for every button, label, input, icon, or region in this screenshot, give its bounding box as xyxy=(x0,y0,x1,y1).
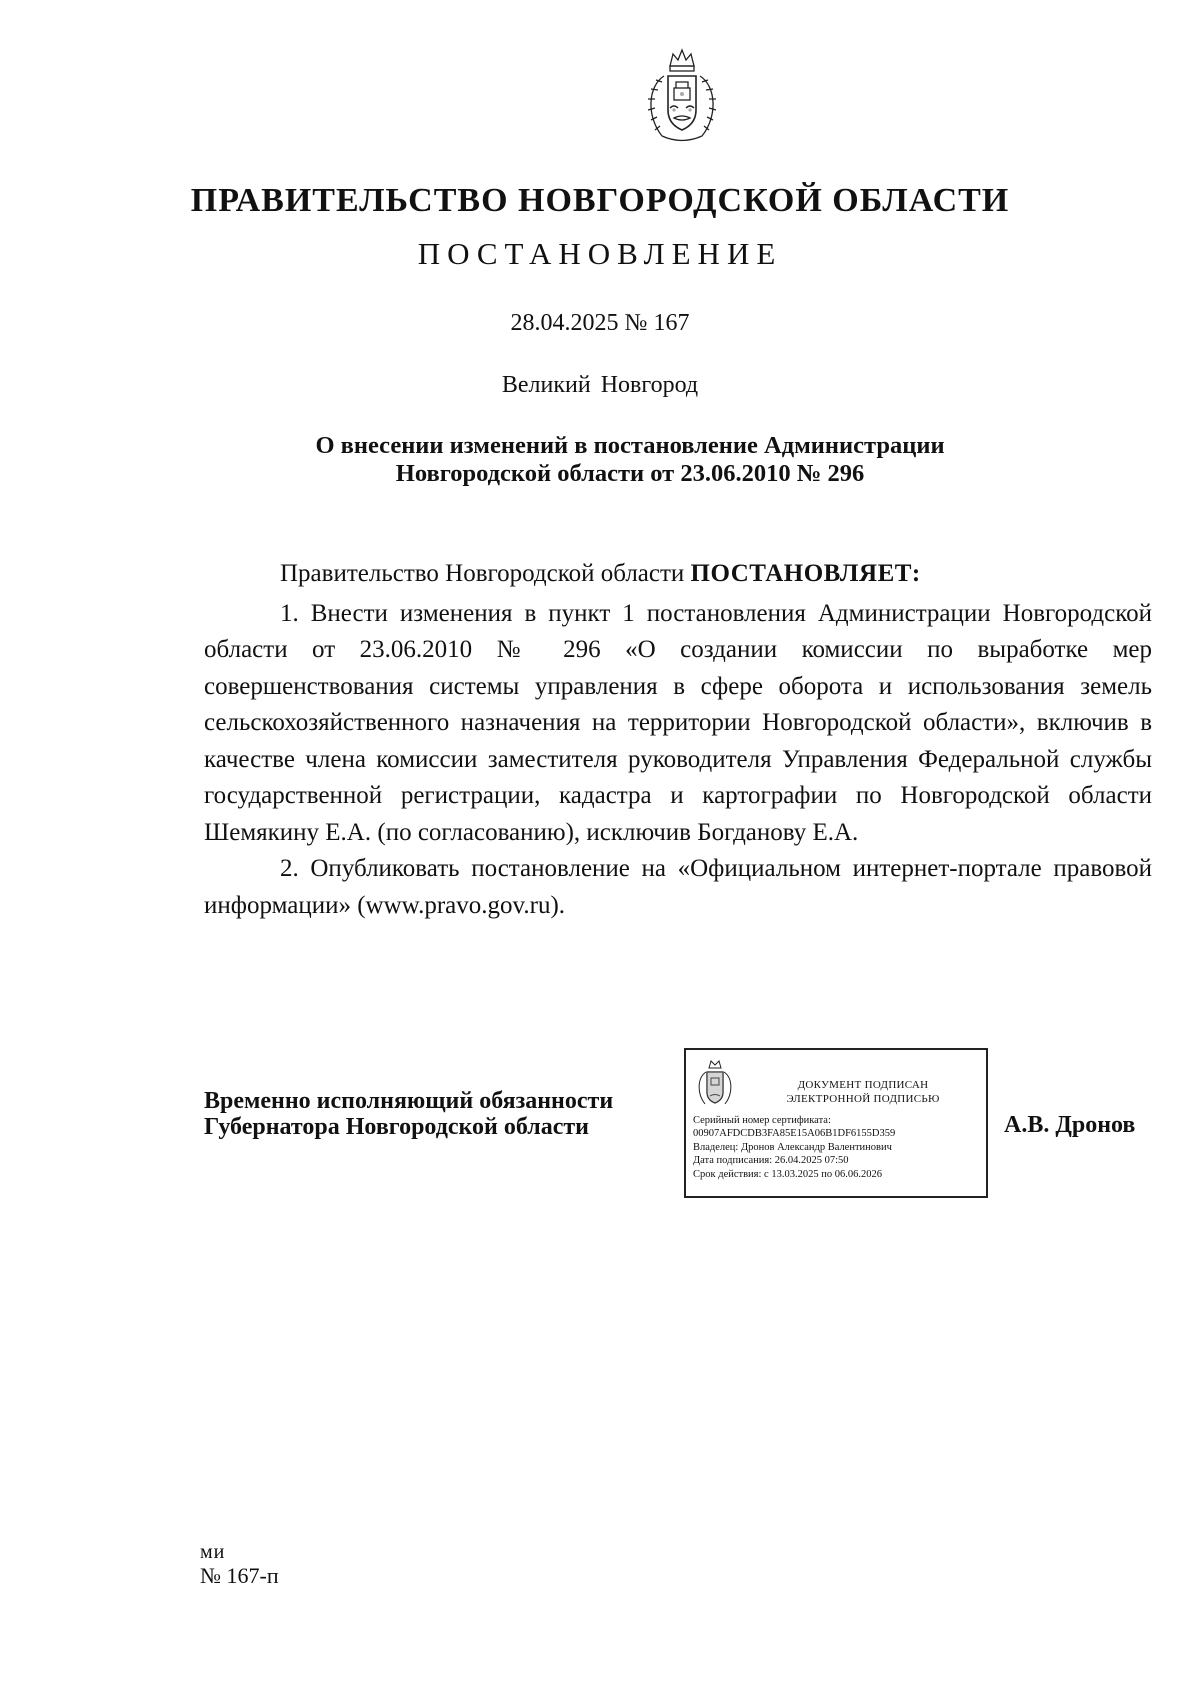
signatory-name: А.В. Дронов xyxy=(1004,1112,1136,1138)
subject-line-2: Новгородской области от 23.06.2010 № 296 xyxy=(395,460,865,487)
signatory-position xyxy=(204,1088,684,1140)
document-subject xyxy=(200,432,1060,488)
document-footer xyxy=(200,1540,279,1588)
signatory-position-line-1: Временно исполняющий обязанности xyxy=(204,1088,614,1114)
stamp-cert-number: 00907AFDCDB3FA85E15A06B1DF6155D359 xyxy=(693,1128,896,1140)
document-type: ПОСТАНОВЛЕНИЕ xyxy=(417,236,783,271)
electronic-signature-stamp xyxy=(684,1048,988,1198)
clause-2: 2. Опубликовать постановление на «Официальном интернет-портале правовой информации» (www.pravo.gov.ru). xyxy=(204,855,1152,919)
coat-of-arms-icon xyxy=(640,46,724,146)
document-body xyxy=(204,556,1152,924)
executor-initials: ми xyxy=(200,1541,226,1563)
stamp-heading-line-2: ЭЛЕКТРОННОЙ ПОДПИСЬЮ xyxy=(786,1093,940,1105)
preamble-decree-word: ПОСТАНОВЛЯЕТ: xyxy=(690,560,921,587)
stamp-validity: Срок действия: с 13.03.2025 по 06.06.2026 xyxy=(693,1168,882,1180)
stamp-heading xyxy=(746,1078,980,1106)
stamp-owner: Владелец: Дронов Александр Валентинович xyxy=(693,1141,892,1153)
document-date-number: 28.04.2025 № 167 xyxy=(510,310,690,336)
stamp-heading-line-1: ДОКУМЕНТ ПОДПИСАН xyxy=(797,1079,929,1091)
stamp-sign-date: Дата подписания: 26.04.2025 07:50 xyxy=(693,1155,849,1167)
preamble xyxy=(204,556,1152,593)
stamp-coat-of-arms-icon xyxy=(694,1058,736,1110)
document-place: Великий Новгород xyxy=(501,372,699,398)
signatory-position-line-2: Губернатора Новгородской области xyxy=(204,1114,590,1140)
stamp-details xyxy=(693,1114,985,1181)
government-title: ПРАВИТЕЛЬСТВО НОВГОРОДСКОЙ ОБЛАСТИ xyxy=(190,182,1010,219)
preamble-text: Правительство Новгородской области xyxy=(280,560,691,587)
registration-number: № 167-п xyxy=(200,1563,279,1588)
clause-1: 1. Внести изменения в пункт 1 постановления Администрации Новгородской области от 23.06.2010 № 296 «О создании комиссии по выработке мер совершенствования системы управления в сфере оборота и использования земель сельскохозяйственного назначения на территории Новгородской области», включив в качестве члена комиссии заместителя руководителя Управления Федеральной службы государственной регистрации, кадастра и картографии по Новгородской области Шемякину Е.А. (по согласованию), исключив Богданову Е.А. xyxy=(204,599,1152,846)
subject-line-1: О внесении изменений в постановление Администрации xyxy=(315,432,945,459)
stamp-cert-label: Серийный номер сертификата: xyxy=(693,1115,831,1126)
